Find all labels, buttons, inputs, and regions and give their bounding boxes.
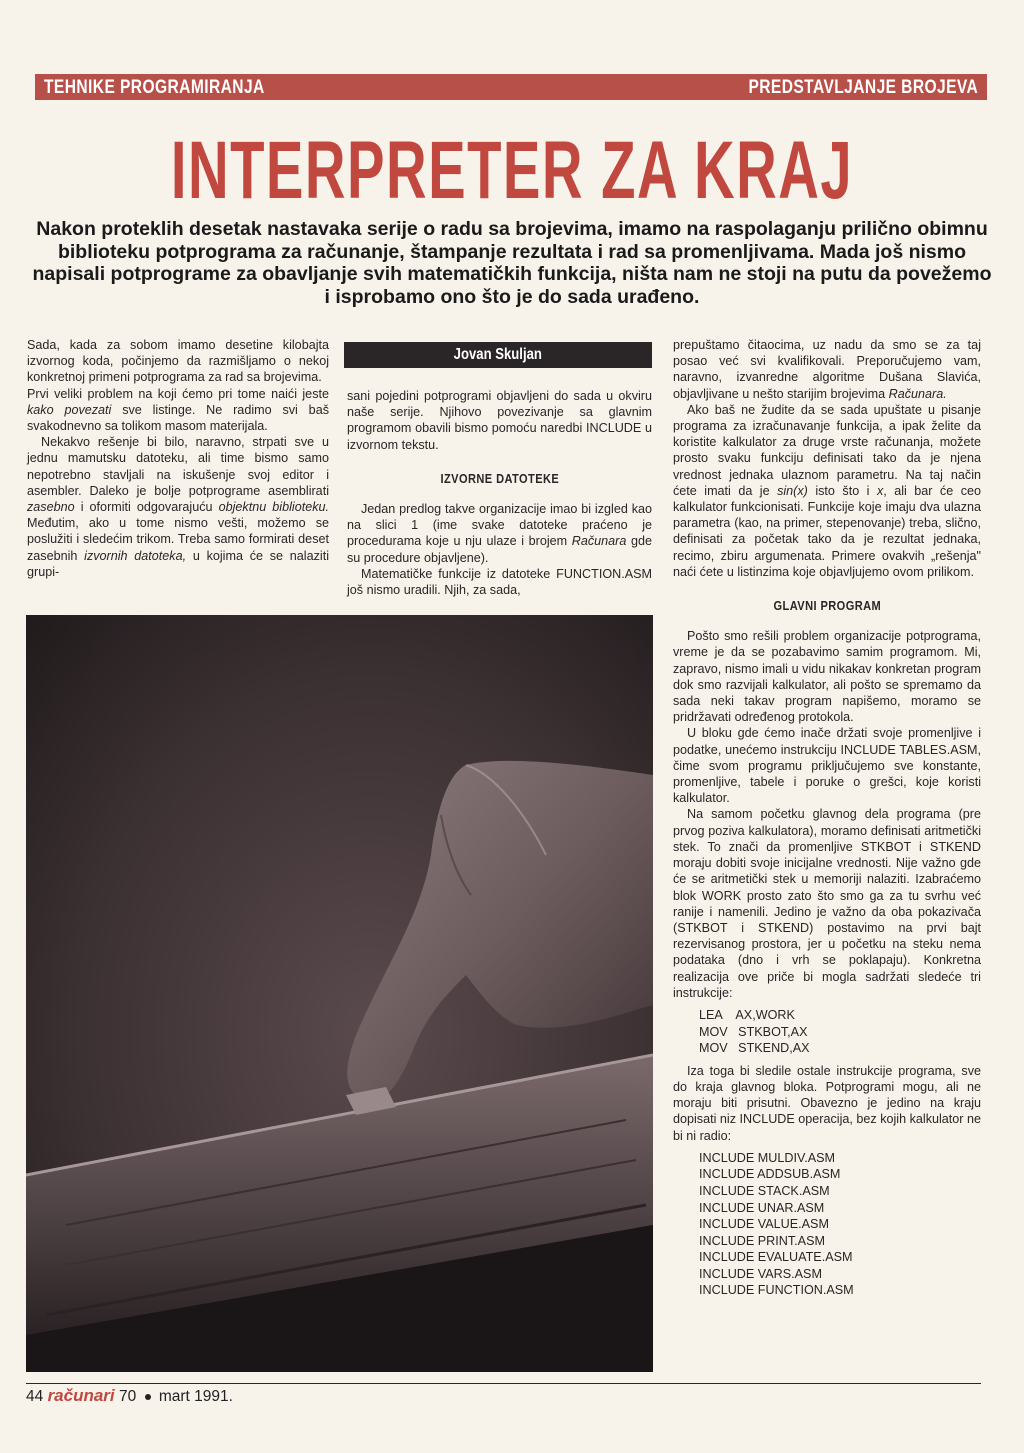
code-line: INCLUDE PRINT.ASM <box>699 1233 825 1248</box>
photo-hand-keyboard <box>26 615 653 1372</box>
column-1 <box>27 337 329 580</box>
code-listing-1 <box>699 1007 981 1057</box>
paragraph: Jedan predlog takve organizacije imao bi izgled kao na slici 1 (ime svake datoteke praćeno je procedurama koje u nju ulaze i brojem Računara gde su procedure objavljene). <box>347 502 652 565</box>
code-line: INCLUDE STACK.ASM <box>699 1183 830 1198</box>
article-lead: Nakon proteklih desetak nastavaka serije o radu sa brojevima, imamo na raspolaganju prilično obimnu biblioteku potprograma za računanje, štampanje rezultata i rad sa promenljivama. Mada još nismo napisali potprograme za obavljanje svih matematičkih funkcija, ništa nam ne stoji na putu da povežemo i isprobamo ono što je do sada urađeno. <box>32 218 992 308</box>
paragraph: Prvi veliki problem na koji ćemo pri tome naići jeste kako povezati sve listinge. Ne radimo svi baš svakodnevno sa tolikom masom materijala. <box>27 386 329 434</box>
paragraph: sani pojedini potprogrami objavljeni do sada u okviru naše serije. Njihovo povezivanje sa glavnim programom obavili bismo pomoću naredbi INCLUDE u izvornom tekstu. <box>347 389 652 452</box>
code-line: INCLUDE EVALUATE.ASM <box>699 1250 853 1265</box>
paragraph: prepuštamo čitaocima, uz nadu da smo se za taj posao već svi kvalifikovali. Preporučujemo vam, naravno, izvanredne algoritme Dušana Slavića, objavljivane u nešto starijim brojevima Računara. <box>673 338 981 401</box>
code-line: INCLUDE FUNCTION.ASM <box>699 1283 854 1298</box>
code-listing-2 <box>699 1150 981 1299</box>
footer-rule <box>26 1383 981 1384</box>
paragraph: Ako baš ne žudite da se sada upuštate u pisanje programa za izračunavanje funkcija, a ipak želite da koristite kalkulator za druge vrste računanja, možete prosto svaku funkciju definisati tako da je njena vrednost jednaka ulaznom parametru. Na taj način ćete imati da je sin(x) isto što i x, ali bar će ceo kalkulator funkcionisati. Funkcije koje imaju dva ulazna parametra (kao, na primer, stepenovanje) treba, slično, definisati za početak tako da je rezultat jednaka, recimo, zbiru argumenata. Primere ovakvih „rešenja" naći ćete u listinzima koje objavljujemo ovom prilikom. <box>673 402 982 579</box>
code-line: MOV STKBOT,AX <box>699 1024 808 1039</box>
bullet-icon <box>145 1394 151 1400</box>
article-title: INTERPRETER ZA KRAJ <box>170 124 854 217</box>
page-number: 44 <box>26 1388 44 1405</box>
code-line: INCLUDE VARS.ASM <box>699 1266 822 1281</box>
column-3 <box>673 337 981 1305</box>
code-line: INCLUDE VALUE.ASM <box>699 1217 829 1232</box>
hand-keyboard-illustration <box>26 615 653 1372</box>
paragraph: Matematičke funkcije iz datoteke FUNCTION.ASM još nismo uradili. Njih, za sada, <box>347 566 652 598</box>
issue-date: mart 1991. <box>158 1388 233 1405</box>
code-line: LEA AX,WORK <box>699 1007 795 1022</box>
page-footer <box>26 1386 233 1406</box>
column-2 <box>347 388 652 598</box>
code-line: INCLUDE MULDIV.ASM <box>699 1150 835 1165</box>
issue-number: 70 <box>118 1388 137 1405</box>
code-line: INCLUDE UNAR.ASM <box>699 1200 825 1215</box>
paragraph: Nekakvo rešenje bi bilo, naravno, strpati sve u jednu mamutsku datoteku, ali time bismo samo nepotrebno stavljali na iskušenje svoj editor i asembler. Daleko je bolje potprograme asemblirati zasebno i oformiti odgovarajuću objektnu biblioteku. Međutim, ako u tome nismo vešti, možemo se poslužiti i sledećim trikom. Treba samo formirati deset zasebnih izvornih datoteka, u kojima će se nalaziti grupi- <box>27 435 329 579</box>
code-line: INCLUDE ADDSUB.ASM <box>699 1167 841 1182</box>
paragraph: Sada, kada za sobom imamo desetine kilobajta izvornog koda, počinjemo da razmišljamo o nekoj konkretnoj primeni potprograma za rad sa brojevima. <box>27 338 329 385</box>
section-label: TEHNIKE PROGRAMIRANJA <box>44 77 265 98</box>
subheading: GLAVNI PROGRAM <box>773 598 881 614</box>
series-label: PREDSTAVLJANJE BROJEVA <box>748 77 978 98</box>
paragraph: Pošto smo rešili problem organizacije potprograma, vreme je da se pozabavimo samim programom. Mi, zapravo, nismo imali u vidu nikakav konkretan program dok smo razvijali kalkulator, ali pošto se spremamo da sada neki takav program napišemo, moramo se pridržavati određenog protokola. <box>673 629 981 725</box>
paragraph: Na samom početku glavnog dela programa (pre prvog poziva kalkulatora), moramo definisati aritmetički stek. To znači da promenljive STKBOT i STKEND moraju dobiti svoje inicijalne vrednosti. Nije važno gde će se aritmetički stek u memoriji nalaziti. Izabraćemo blok WORK prosto zato što smo ga za tu svrhu već ranije i namenili. Jedino je važno da oba pokazivača (STKBOT i STKEND) postavimo na prvi bajt rezervisanog prostora, jer u početku na steku nema podataka (dno i vrh se poklapaju). Konkretna realizacija ove priče bi mogla sadržati sledeće tri instrukcije: <box>673 807 981 1000</box>
author-byline: Jovan Skuljan <box>344 342 652 368</box>
magazine-logo: računari <box>47 1386 115 1405</box>
paragraph: U bloku gde ćemo inače držati svoje promenljive i podatke, unećemo instrukciju INCLUDE TABLES.ASM, čime svom programu priključujemo sve konstante, promenljive, tabele i poruke o grešci, koje koristi kalkulator. <box>673 726 981 806</box>
code-line: MOV STKEND,AX <box>699 1041 810 1056</box>
paragraph: Iza toga bi sledile ostale instrukcije programa, sve do kraja glavnog bloka. Potprogrami mogu, ali ne moraju biti prisutni. Obavezno je jedino na kraju dopisati niz INCLUDE operacija, bez kojih kalkulator ne bi ni radio: <box>673 1063 981 1143</box>
subheading: IZVORNE DATOTEKE <box>440 470 559 486</box>
